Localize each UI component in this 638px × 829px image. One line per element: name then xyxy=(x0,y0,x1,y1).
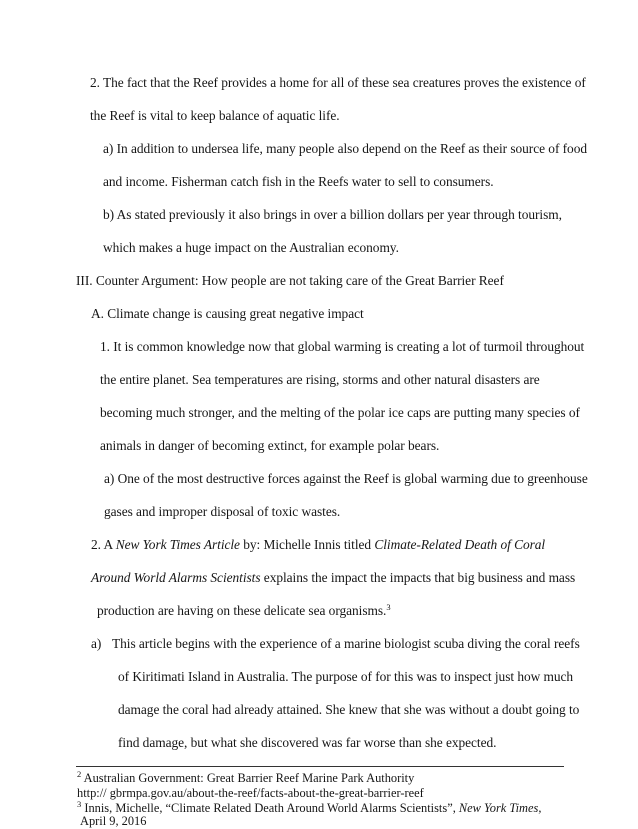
footnote-divider xyxy=(76,766,564,767)
footnote-2 xyxy=(77,771,414,786)
list-marker: a) xyxy=(91,636,102,651)
body-line: the Reef is vital to keep balance of aquatic life. xyxy=(90,108,340,123)
subsection-heading: A. Climate change is causing great negative impact xyxy=(91,306,364,321)
body-line: animals in danger of becoming extinct, for example polar bears. xyxy=(100,438,440,453)
body-line: b) As stated previously it also brings in over a billion dollars per year through tourism, xyxy=(103,207,562,222)
footnote-mark: 2 xyxy=(77,769,82,779)
footnote-text: Innis, Michelle, “Climate Related Death Around World Alarms Scientists”, xyxy=(81,801,459,815)
body-line xyxy=(91,537,545,553)
article-title: Around World Alarms Scientists xyxy=(91,570,261,585)
body-line: the entire planet. Sea temperatures are rising, storms and other natural disasters are xyxy=(100,372,540,387)
footnote-source: New York Times, xyxy=(458,801,542,815)
footnote-text: Australian Government: Great Barrier Reef Marine Park Authority xyxy=(81,771,415,785)
body-line: find damage, but what she discovered was far worse than she expected. xyxy=(118,735,497,750)
line-text: 2. A xyxy=(91,537,116,552)
body-line: becoming much stronger, and the melting of the polar ice caps are putting many species of xyxy=(100,405,580,420)
footnote-3 xyxy=(77,801,541,816)
body-line: damage the coral had already attained. She knew that she was without a doubt going to xyxy=(118,702,580,717)
body-line: a) In addition to undersea life, many people also depend on the Reef as their source of food xyxy=(103,141,587,156)
body-line: a) One of the most destructive forces against the Reef is global warming due to greenhouse xyxy=(104,471,588,486)
body-line: and income. Fisherman catch fish in the Reefs water to sell to consumers. xyxy=(103,174,494,189)
article-title: Climate-Related Death of Coral xyxy=(374,537,546,552)
body-line xyxy=(97,603,391,619)
body-line: This article begins with the experience of a marine biologist scuba diving the coral reefs xyxy=(112,636,580,651)
line-text: explains the impact the impacts that big business and mass xyxy=(260,570,576,585)
source-title: New York Times Article xyxy=(115,537,240,552)
section-heading: III. Counter Argument: How people are not taking care of the Great Barrier Reef xyxy=(76,273,504,288)
footnote-date: April 9, 2016 xyxy=(80,814,147,828)
footnote-mark: 3 xyxy=(77,799,82,809)
body-line: 2. The fact that the Reef provides a home for all of these sea creatures proves the existence of xyxy=(90,75,586,90)
body-line: gases and improper disposal of toxic wastes. xyxy=(104,504,341,519)
body-line xyxy=(91,570,575,586)
body-line: which makes a huge impact on the Australian economy. xyxy=(103,240,399,255)
footnote-url: http:// gbrmpa.gov.au/about-the-reef/facts-about-the-great-barrier-reef xyxy=(77,786,424,800)
body-line: of Kiritimati Island in Australia. The purpose of for this was to inspect just how much xyxy=(118,669,574,684)
line-text: production are having on these delicate sea organisms. xyxy=(97,603,387,618)
footnote-ref: 3 xyxy=(386,602,391,612)
line-text: by: Michelle Innis titled xyxy=(239,537,375,552)
body-line: 1. It is common knowledge now that global warming is creating a lot of turmoil throughout xyxy=(100,339,585,354)
